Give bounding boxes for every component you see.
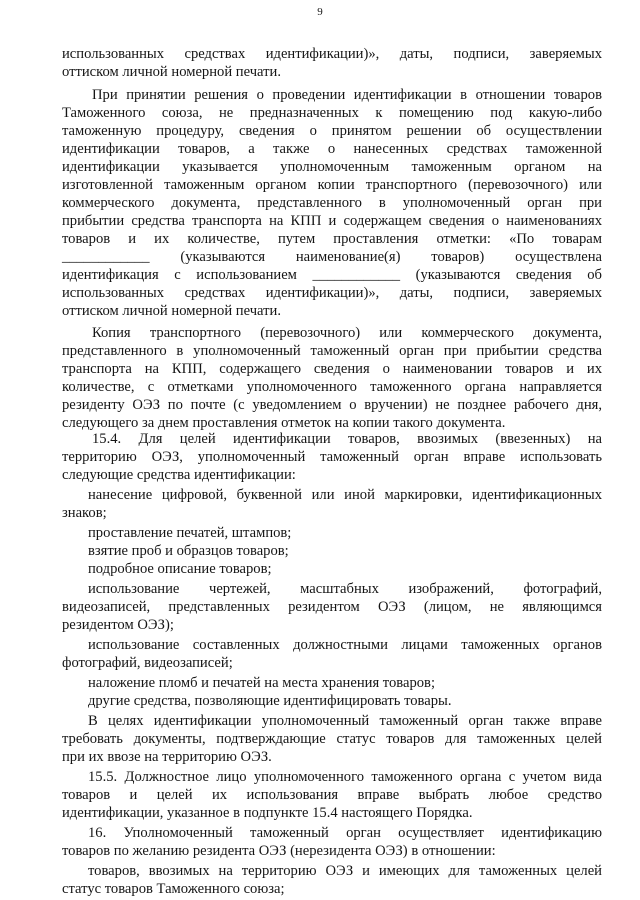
text-line: ____________ (указываются наименование(я) товаров) осуществлена (62, 249, 602, 265)
text-line: знаков; (62, 505, 107, 521)
text-line: взятие проб и образцов товаров; (88, 543, 289, 559)
text-line: товаров и их количестве, путем проставления отметки: «По товарам (62, 231, 602, 247)
text-line: идентификация с использованием ____________ (указываются сведения об (62, 267, 602, 283)
text-line: изготовленной таможенным органом копии транспортного (перевозочного) или (62, 177, 602, 193)
text-line: при их ввозе на территорию ОЭЗ. (62, 749, 272, 765)
text-line: коммерческого документа, представленного в уполномоченный орган при (62, 195, 602, 211)
text-line: представленного в уполномоченный таможенный орган при прибытии средства (62, 343, 602, 359)
text-line: прибытии средства транспорта на КПП и содержащем сведения о наименованиях (62, 213, 602, 229)
text-line: 15.5. Должностное лицо уполномоченного таможенного органа с учетом вида (88, 769, 602, 785)
text-line: товаров по желанию резидента ОЭЗ (нерезидента ОЭЗ) в отношении: (62, 843, 496, 859)
text-line: идентификации указывается уполномоченным таможенным органом на (62, 159, 602, 175)
text-line: следующего за днем проставления отметок на копии такого документа. (62, 415, 506, 431)
text-line: подробное описание товаров; (88, 561, 272, 577)
text-line: проставление печатей, штампов; (88, 525, 292, 541)
text-line: использование чертежей, масштабных изображений, фотографий, (88, 581, 602, 597)
text-line: территорию ОЭЗ, уполномоченный таможенный орган вправе использовать (62, 449, 602, 465)
text-line: идентификации товаров, а также о нанесенных средствах таможенной (62, 141, 602, 157)
text-line: товаров и целей их использования вправе выбрать любое средство (62, 787, 602, 803)
text-line: использованных средствах идентификации)», даты, подписи, заверяемых (62, 46, 602, 62)
text-line: видеозаписей, представленных резидентом ОЭЗ (лицом, не являющимся (62, 599, 602, 615)
text-line: резиденту ОЭЗ по почте (с уведомлением о вручении) не позднее рабочего дня, (62, 397, 602, 413)
text-line: оттиском личной номерной печати. (62, 303, 281, 319)
text-line: нанесение цифровой, буквенной или иной маркировки, идентификационных (88, 487, 602, 503)
text-line: транспорта на КПП, содержащего сведения о наименовании товаров и их (62, 361, 602, 377)
text-line: оттиском личной номерной печати. (62, 64, 281, 80)
text-line: другие средства, позволяющие идентифицировать товары. (88, 693, 452, 709)
text-line: идентификации, указанное в подпункте 15.4 настоящего Порядка. (62, 805, 473, 821)
text-line: резидентом ОЭЗ); (62, 617, 174, 633)
text-line: 15.4. Для целей идентификации товаров, ввозимых (ввезенных) на (92, 431, 602, 447)
text-line: использование составленных должностными лицами таможенных органов (88, 637, 602, 653)
text-line: следующие средства идентификации: (62, 467, 296, 483)
text-line: Таможенного союза, не предназначенных к помещению под какую-либо (62, 105, 602, 121)
text-line: использованных средствах идентификации)», даты, подписи, заверяемых (62, 285, 602, 301)
text-line: количестве, с отметками уполномоченного таможенного органа направляется (62, 379, 602, 395)
text-line: товаров, ввозимых на территорию ОЭЗ и имеющих для таможенных целей (88, 863, 602, 879)
text-line: требовать документы, подтверждающие статус товаров для таможенных целей (62, 731, 602, 747)
text-line: При принятии решения о проведении идентификации в отношении товаров (92, 87, 602, 103)
text-line: Копия транспортного (перевозочного) или коммерческого документа, (92, 325, 602, 341)
text-line: 16. Уполномоченный таможенный орган осуществляет идентификацию (88, 825, 602, 841)
text-line: фотографий, видеозаписей; (62, 655, 233, 671)
page-number: 9 (317, 6, 323, 18)
text-line: В целях идентификации уполномоченный таможенный орган также вправе (88, 713, 602, 729)
text-line: наложение пломб и печатей на места хранения товаров; (88, 675, 436, 691)
text-line: статус товаров Таможенного союза; (62, 881, 285, 897)
text-line: таможенную процедуру, сведения о принятом решении об осуществлении (62, 123, 602, 139)
